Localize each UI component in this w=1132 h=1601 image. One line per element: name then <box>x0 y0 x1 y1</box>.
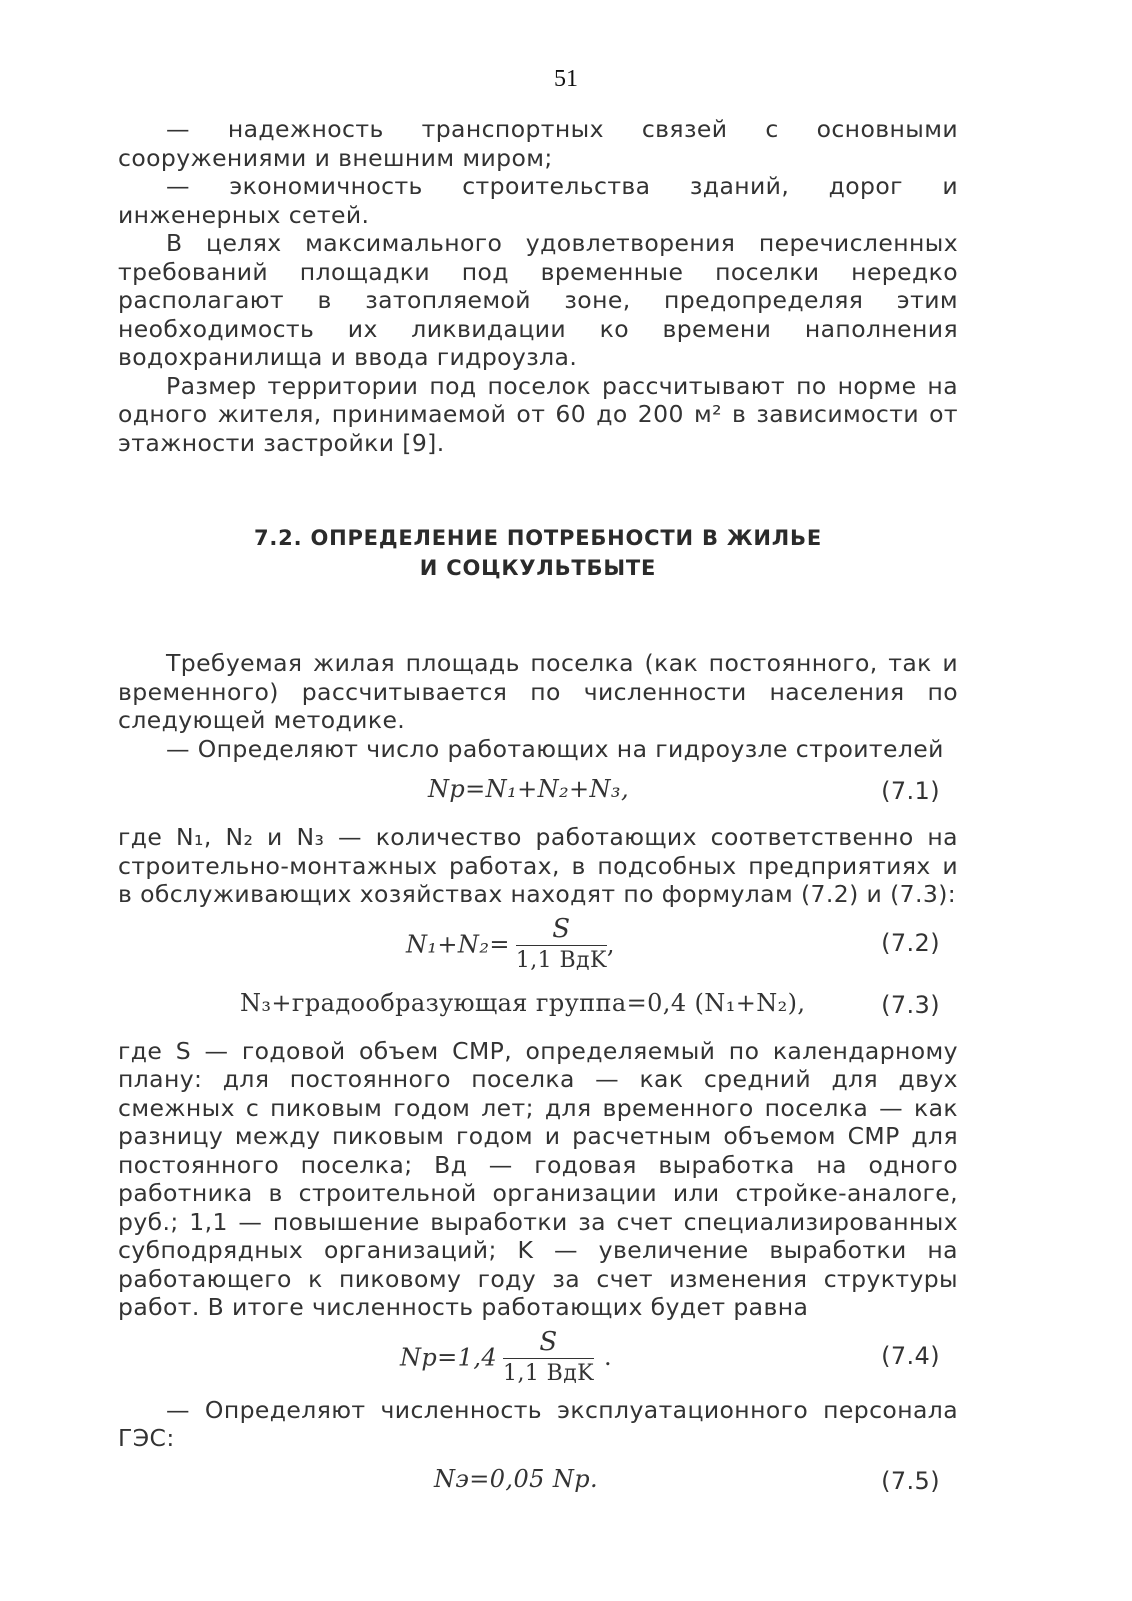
formula-7-3 <box>118 983 958 1031</box>
paragraph-requirements: В целях максимального удовлетворения перечисленных требований площадки под временные поселки нередко располагают в затопляемой зоне, предопределяя этим необходимость их ликвидации ко времени наполнения водохранилища и ввода гидроузла. <box>118 229 958 371</box>
formula-7-4-numerator: S <box>503 1328 594 1359</box>
formula-7-5-number: (7.5) <box>881 1466 940 1495</box>
formula-7-4-denominator: 1,1 BдK <box>503 1360 594 1386</box>
paragraph-operating-staff: — Определяют численность эксплуатационного персонала ГЭС: <box>118 1395 958 1452</box>
formula-7-2 <box>118 915 958 977</box>
formula-7-1-expression: Nр=N₁+N₂+N₃, <box>428 775 629 803</box>
document-body <box>118 115 958 1513</box>
paragraph-transport: — надежность транспортных связей с основными сооружениями и внешним миром; <box>118 115 958 172</box>
formula-7-4-lhs: Nр=1,4 <box>400 1342 498 1371</box>
formula-7-2-lhs: N₁+N₂= <box>406 929 510 958</box>
formula-7-2-denominator: 1,1 BдK <box>515 947 607 973</box>
formula-7-4-fraction <box>503 1328 594 1387</box>
formula-7-5-expression: Nэ=0,05 Nр. <box>434 1464 599 1493</box>
paragraph-where-n: где N₁, N₂ и N₃ — количество работающих соответственно на строительно-монтажных работах, в подсобных предприятиях и в обслуживающих хозяйствах находят по формулам (7.2) и (7.3): <box>118 823 958 908</box>
formula-7-4-number: (7.4) <box>881 1341 940 1370</box>
section-heading-line1: 7.2. ОПРЕДЕЛЕНИЕ ПОТРЕБНОСТИ В ЖИЛЬЕ <box>253 526 823 550</box>
formula-7-2-tail: , <box>606 929 615 958</box>
section-heading-line2: И СОЦКУЛЬТБЫТЕ <box>419 556 657 580</box>
paragraph-housing-area: Требуемая жилая площадь поселка (как постоянного, так и временного) рассчитывается по численности населения по следующей методике. <box>118 649 958 734</box>
formula-7-2-number: (7.2) <box>881 928 940 957</box>
formula-7-2-numerator: S <box>516 915 607 946</box>
formula-7-1-number: (7.1) <box>881 777 940 805</box>
page-number: 51 <box>554 66 578 92</box>
paragraph-where-s: где S — годовой объем СМР, определяемый по календарному плану: для постоянного поселка — как средний для двух смежных с пиковым годом лет; для временного поселка — как разницу между пиковым годом и расчетным объемом СМР для постоянного поселка; Bд — годовая выработка на одного работника в строительной организации или стройке-аналоге, руб.; 1,1 — повышение выработки за счет специализированных субподрядных организаций; K — увеличение выработки на работающего к пиковому году за счет изменения структуры работ. В итоге численность работающих будет равна <box>118 1036 958 1321</box>
paragraph-workers: — Определяют число работающих на гидроузле строителей <box>166 734 944 763</box>
formula-7-3-expression: N₃+градообразующая группа=0,4 (N₁+N₂), <box>240 988 806 1017</box>
formula-7-5 <box>118 1459 958 1507</box>
formula-7-1 <box>118 769 958 817</box>
formula-7-4-tail: . <box>603 1342 613 1371</box>
formula-7-4 <box>118 1328 958 1390</box>
formula-7-2-fraction <box>516 915 607 974</box>
paragraph-economy: — экономичность строительства зданий, дорог и инженерных сетей. <box>118 172 958 229</box>
paragraph-territory: Размер территории под поселок рассчитывают по норме на одного жителя, принимаемой от 60 до 200 м² в зависимости от этажности застройки [9]. <box>118 371 958 457</box>
formula-7-3-number: (7.3) <box>881 990 940 1019</box>
section-heading <box>118 523 958 583</box>
